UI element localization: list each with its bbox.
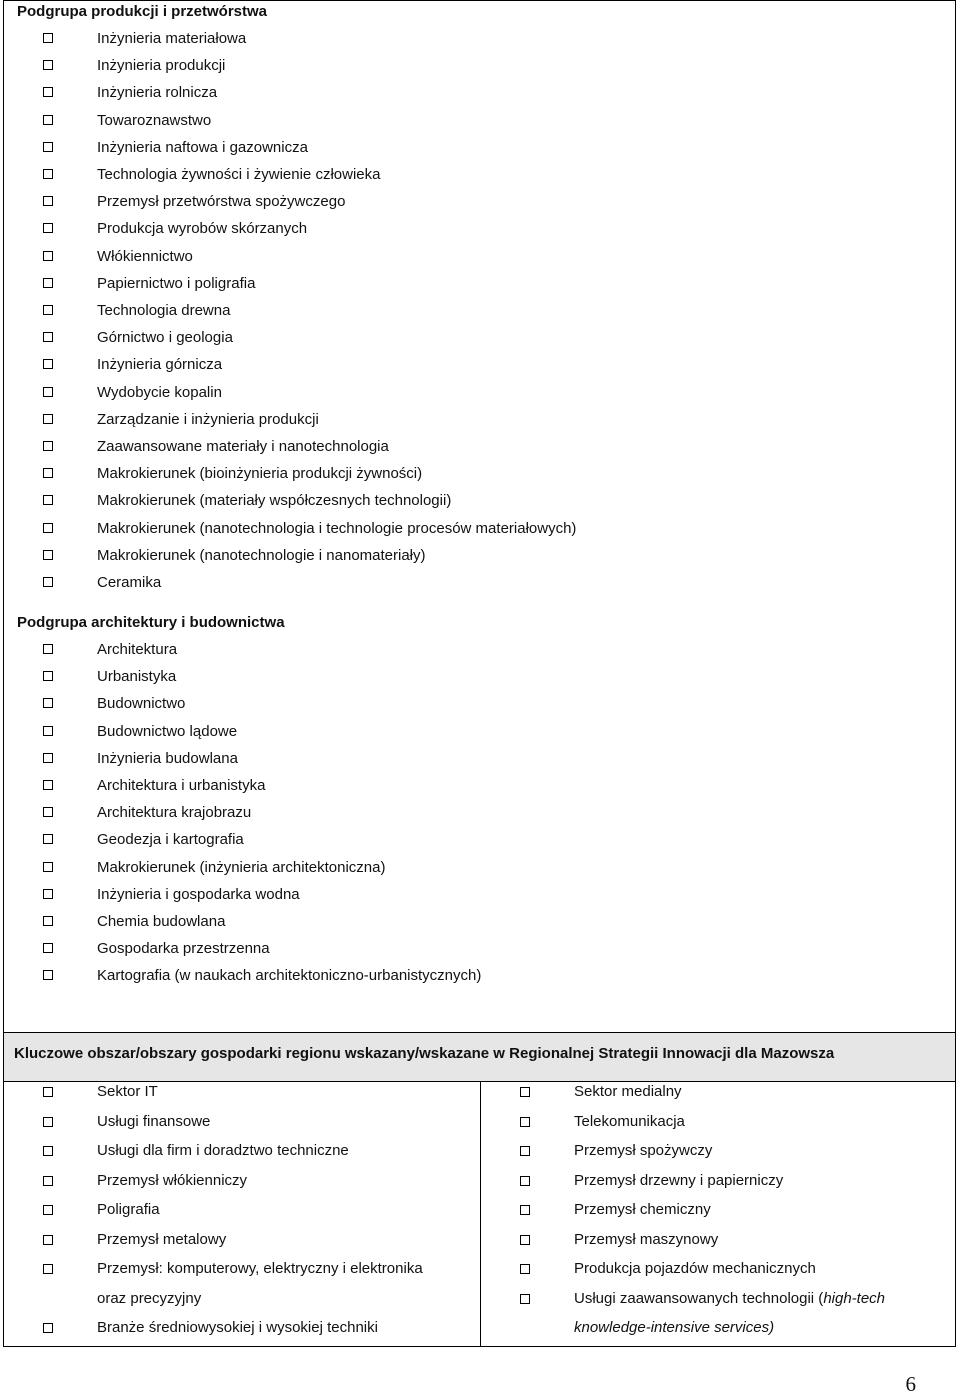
option-label: Architektura i urbanistyka	[97, 777, 266, 794]
option-label: Przemysł przetwórstwa spożywczego	[97, 193, 346, 211]
checkbox[interactable]	[43, 87, 53, 97]
option-label: Makrokierunek (nanotechnologie i nanomateriały)	[97, 546, 426, 564]
option-label: Architektura	[97, 641, 178, 658]
checkbox[interactable]	[43, 115, 53, 125]
option-label: Włókiennictwo	[97, 247, 193, 265]
option-label: Inżynieria górnicza	[97, 356, 223, 374]
checkbox[interactable]	[43, 970, 53, 980]
label-italic-part: high-tech	[823, 1289, 886, 1307]
option-label: Przemysł chemiczny	[574, 1201, 711, 1218]
checkbox[interactable]	[520, 1146, 530, 1156]
checkbox[interactable]	[43, 1087, 53, 1097]
option-label: Przemysł maszynowy	[574, 1230, 719, 1248]
option-label: Inżynieria naftowa i gazownicza	[97, 138, 308, 156]
option-label: Technologia drewna	[97, 302, 231, 319]
key-areas-title: Kluczowe obszar/obszary gospodarki regionu wskazany/wskazane w Regionalnej Strategii Innowacji dla Mazowsza	[14, 1045, 835, 1062]
checkbox[interactable]	[43, 305, 53, 315]
checkbox[interactable]	[43, 332, 53, 342]
checkbox[interactable]	[43, 251, 53, 261]
checkbox[interactable]	[43, 414, 53, 424]
checkbox[interactable]	[43, 916, 53, 926]
option-label: Makrokierunek (inżynieria architektoniczna)	[97, 858, 386, 876]
option-label: Przemysł włókienniczy	[97, 1171, 248, 1189]
option-label: Inżynieria i gospodarka wodna	[97, 885, 300, 903]
checkbox[interactable]	[43, 359, 53, 369]
checkbox[interactable]	[43, 1323, 53, 1333]
option-label: Inżynieria budowlana	[97, 749, 238, 767]
checkbox[interactable]	[43, 1205, 53, 1215]
page-number: 6	[905, 1372, 916, 1396]
option-label: Górnictwo i geologia	[97, 329, 233, 347]
checkbox[interactable]	[520, 1264, 530, 1274]
option-label: Makrokierunek (nanotechnologia i technologie procesów materiałowych)	[97, 519, 577, 537]
option-label: Przemysł drzewny i papierniczy	[574, 1171, 784, 1189]
checkbox[interactable]	[43, 1235, 53, 1245]
option-label: Architektura krajobrazu	[97, 804, 252, 822]
checkbox[interactable]	[43, 523, 53, 533]
checkbox[interactable]	[43, 441, 53, 451]
checkbox[interactable]	[43, 1176, 53, 1186]
option-label: Przemysł metalowy	[97, 1230, 227, 1248]
key-areas-section	[3, 1032, 956, 1347]
option-label: Budownictwo	[97, 695, 186, 713]
option-label: Sektor medialny	[574, 1083, 682, 1100]
checkbox[interactable]	[43, 169, 53, 179]
column-divider	[480, 1081, 481, 1347]
option-label: oraz precyzyjny	[97, 1289, 202, 1307]
option-label: Budownictwo lądowe	[97, 722, 238, 740]
checkbox[interactable]	[43, 943, 53, 953]
option-label: Geodezja i kartografia	[97, 831, 244, 849]
option-label: Sektor IT	[97, 1083, 158, 1100]
option-label: Usługi dla firm i doradztwo techniczne	[97, 1142, 349, 1159]
option-label: Wydobycie kopalin	[97, 383, 222, 401]
checkbox[interactable]	[43, 495, 53, 505]
checkbox[interactable]	[43, 753, 53, 763]
option-label: Gospodarka przestrzenna	[97, 940, 270, 958]
checkbox[interactable]	[43, 1264, 53, 1274]
option-label: Produkcja pojazdów mechanicznych	[574, 1260, 816, 1277]
checkbox[interactable]	[43, 889, 53, 899]
checkbox[interactable]	[43, 1146, 53, 1156]
checkbox[interactable]	[520, 1235, 530, 1245]
checkbox[interactable]	[43, 671, 53, 681]
option-label: knowledge-intensive services)	[574, 1319, 775, 1336]
option-label: Telekomunikacja	[574, 1112, 685, 1130]
checkbox[interactable]	[43, 862, 53, 872]
option-label: Produkcja wyrobów skórzanych	[97, 220, 308, 238]
checkbox[interactable]	[43, 278, 53, 288]
checkbox[interactable]	[43, 33, 53, 43]
option-label	[574, 1284, 885, 1314]
checkbox[interactable]	[43, 644, 53, 654]
option-label: Ceramika	[97, 574, 162, 591]
option-label: Kartografia (w naukach architektoniczno-urbanistycznych)	[97, 967, 482, 985]
option-label: Makrokierunek (bioinżynieria produkcji żywności)	[97, 465, 423, 483]
specializations-section	[3, 0, 956, 1032]
option-label: Makrokierunek (materiały współczesnych technologii)	[97, 492, 452, 510]
checkbox[interactable]	[43, 1117, 53, 1127]
checkbox[interactable]	[43, 468, 53, 478]
checkbox[interactable]	[520, 1087, 530, 1097]
checkbox[interactable]	[43, 577, 53, 587]
option-label: Przemysł spożywczy	[574, 1142, 713, 1159]
checkbox[interactable]	[43, 698, 53, 708]
checkbox[interactable]	[43, 780, 53, 790]
group-title-architecture: Podgrupa architektury i budownictwa	[17, 614, 285, 631]
option-label: Usługi finansowe	[97, 1112, 211, 1130]
checkbox[interactable]	[520, 1205, 530, 1215]
checkbox[interactable]	[43, 387, 53, 397]
checkbox[interactable]	[520, 1117, 530, 1127]
option-label: Technologia żywności i żywienie człowieka	[97, 166, 381, 183]
option-label: Towaroznawstwo	[97, 111, 212, 129]
option-label: Urbanistyka	[97, 668, 177, 686]
option-label: Papiernictwo i poligrafia	[97, 274, 256, 292]
option-label: Przemysł: komputerowy, elektryczny i elektronika	[97, 1260, 423, 1277]
option-label: Zarządzanie i inżynieria produkcji	[97, 410, 319, 428]
group-title-production: Podgrupa produkcji i przetwórstwa	[17, 3, 268, 20]
checkbox[interactable]	[43, 223, 53, 233]
option-label: Branże średniowysokiej i wysokiej techniki	[97, 1319, 378, 1336]
option-label: Zaawansowane materiały i nanotechnologia	[97, 438, 389, 455]
option-label: Inżynieria produkcji	[97, 57, 226, 75]
checkbox[interactable]	[43, 60, 53, 70]
option-label: Inżynieria materiałowa	[97, 30, 247, 47]
checkbox[interactable]	[43, 834, 53, 844]
option-label: Poligrafia	[97, 1201, 160, 1218]
checkbox[interactable]	[43, 196, 53, 206]
checkbox[interactable]	[43, 726, 53, 736]
checkbox[interactable]	[520, 1294, 530, 1304]
checkbox[interactable]	[43, 550, 53, 560]
checkbox[interactable]	[520, 1176, 530, 1186]
label-part: Usługi zaawansowanych technologii (	[574, 1289, 824, 1307]
checkbox[interactable]	[43, 142, 53, 152]
checkbox[interactable]	[43, 807, 53, 817]
option-label: Inżynieria rolnicza	[97, 84, 218, 102]
option-label: Chemia budowlana	[97, 913, 226, 930]
key-areas-header	[4, 1033, 955, 1082]
